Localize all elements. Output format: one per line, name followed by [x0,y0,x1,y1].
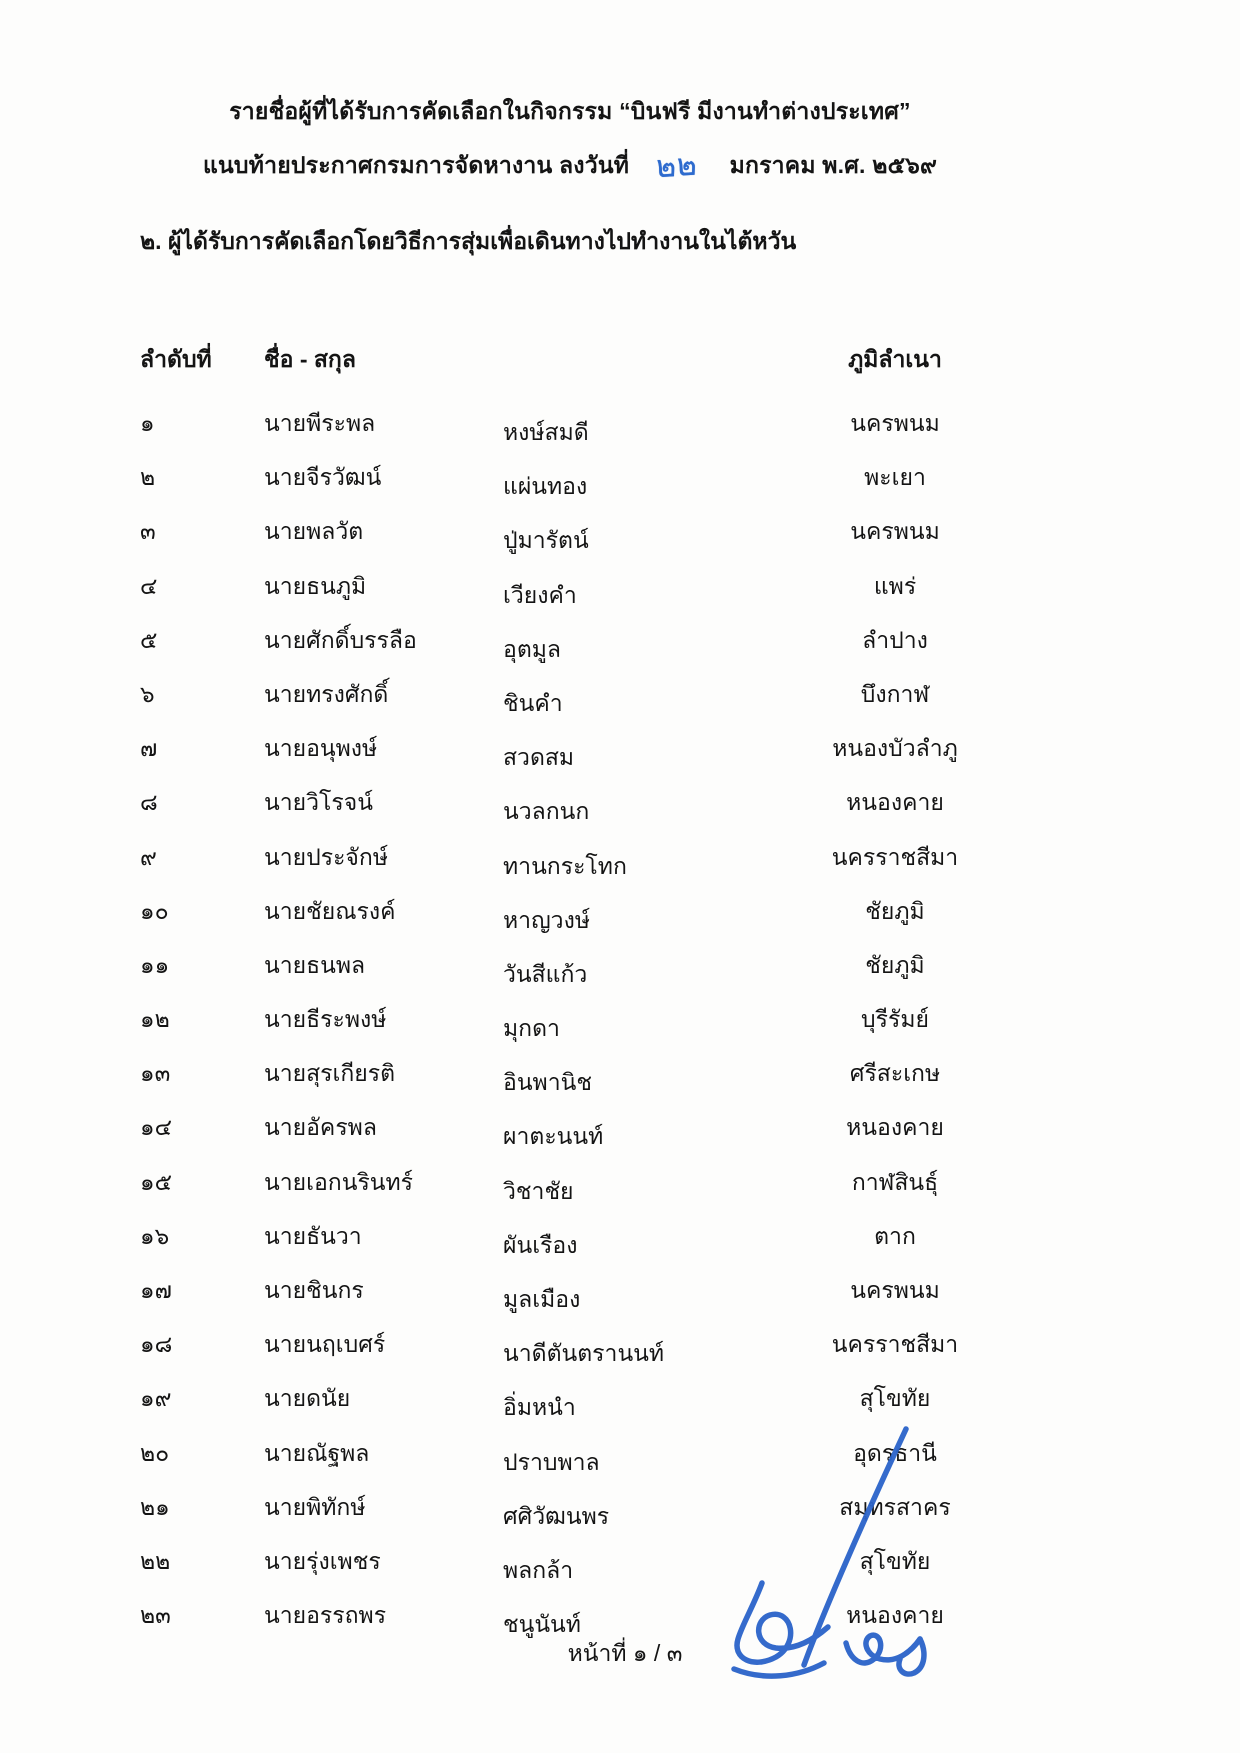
row-no: ๑๙ [140,1385,172,1412]
row-first-name: นายพลวัต [264,518,364,545]
table-row [0,894,1240,948]
row-last-name: อุตมูล [503,635,562,662]
row-hometown: นครพนม [850,410,940,436]
row-first-name: นายพิทักษ์ [264,1493,366,1520]
row-hometown: หนองคาย [846,789,944,816]
table-row [0,1165,1240,1219]
table-row [0,569,1240,623]
row-last-name: ชินคำ [503,689,563,716]
row-hometown: นครราชสีมา [831,1331,959,1358]
row-no: ๒๐ [140,1439,170,1466]
title-line2-prefix: แนบท้ายประกาศกรมการจัดหางาน ลงวันที่ [202,152,630,178]
page-number: หน้าที่ ๑ / ๓ [567,1640,683,1666]
row-first-name: นายธีระพงษ์ [264,1006,387,1033]
row-no: ๑๓ [140,1060,171,1087]
row-last-name: ผาตะนนท์ [503,1123,604,1150]
row-first-name: นายสุรเกียรติ [264,1060,396,1087]
row-no: ๒๑ [140,1493,170,1520]
row-hometown: บึงกาฬ [860,680,930,707]
document-title-line1: รายชื่อผู้ที่ได้รับการคัดเลือกในกิจกรรม “บินฟรี มีงานทำต่างประเทศ” [229,98,911,124]
table-row [0,1273,1240,1327]
row-hometown: สุโขทัย [859,1547,931,1574]
row-last-name: ศศิวัฒนพร [503,1502,610,1529]
table-row [0,731,1240,785]
row-last-name: เวียงคำ [503,581,577,608]
row-hometown: หนองคาย [846,1114,944,1141]
table-row [0,1219,1240,1273]
row-last-name: หงษ์สมดี [503,419,589,445]
table-row [0,785,1240,839]
table-row [0,1436,1240,1490]
table-row [0,406,1240,460]
table-row [0,840,1240,894]
row-no: ๑๒ [140,1006,170,1033]
row-last-name: ทานกระโทก [503,852,627,879]
row-last-name: พลกล้า [503,1556,574,1583]
row-hometown: หนองคาย [846,1602,944,1629]
row-no: ๑๖ [140,1222,170,1249]
row-last-name: อิ่มหนำ [503,1394,576,1421]
row-first-name: นายชัยณรงค์ [264,897,396,924]
header-name: ชื่อ - สกุล [264,346,356,372]
row-no: ๒๓ [140,1602,171,1629]
row-hometown: ตาก [874,1222,916,1249]
handwritten-date-ink: ๒๒ [655,146,698,185]
table-row [0,1056,1240,1110]
row-no: ๘ [140,789,158,816]
row-no: ๓ [140,518,156,545]
row-hometown: ศรีสะเกษ [849,1060,941,1087]
header-hometown: ภูมิลำเนา [848,346,942,372]
row-last-name: ชนูนันท์ [503,1611,581,1638]
row-last-name: นาดีตันตรานนท์ [503,1340,665,1367]
row-last-name: ปราบพาล [503,1448,600,1475]
row-hometown: หนองบัวลำภู [832,735,958,762]
row-last-name: วิชาชัย [503,1177,574,1204]
table-row [0,1381,1240,1435]
row-no: ๔ [140,572,158,599]
row-hometown: ลำปาง [862,626,928,653]
row-no: ๒๒ [140,1547,171,1574]
row-last-name: หาญวงษ์ [503,906,590,933]
row-first-name: นายชินกร [264,1277,364,1303]
row-no: ๒ [140,464,156,491]
title-block [0,100,1140,202]
header-no: ลำดับที่ [140,346,212,372]
row-last-name: แผ่นทอง [503,473,588,500]
table-row [0,1327,1240,1381]
row-first-name: นายธนพล [264,951,366,978]
row-no: ๑๗ [140,1277,172,1303]
row-first-name: นายศักดิ์บรรลือ [264,626,417,653]
row-first-name: นายนฤเบศร์ [264,1331,386,1358]
row-first-name: นายดนัย [264,1385,351,1412]
row-no: ๑๐ [140,897,169,924]
row-no: ๕ [140,626,158,653]
table-row [0,1002,1240,1056]
row-no: ๑ [140,410,155,436]
row-first-name: นายธนภูมิ [264,572,367,599]
row-last-name: สวดสม [503,744,575,771]
table-header-row [0,342,1240,382]
row-first-name: นายณัฐพล [264,1439,370,1466]
row-last-name: ปู่มารัตน์ [503,527,589,554]
table-row [0,460,1240,514]
row-hometown: สุโขทัย [859,1385,931,1412]
row-first-name: นายอัครพล [264,1114,377,1141]
row-no: ๖ [140,680,155,707]
table-row [0,1490,1240,1544]
row-no: ๑๔ [140,1114,173,1141]
row-hometown: พะเยา [864,464,926,491]
row-hometown: นครพนม [850,1277,940,1303]
table-row [0,514,1240,568]
row-last-name: อินพานิช [503,1069,592,1096]
table-row [0,1110,1240,1164]
row-hometown: ชัยภูมิ [865,951,925,978]
row-last-name: มุกดา [503,1015,560,1042]
row-last-name: นวลกนก [503,798,590,825]
row-first-name: นายอรรถพร [264,1602,387,1629]
row-first-name: นายจีรวัฒน์ [264,464,382,491]
row-hometown: กาฬสินธุ์ [851,1168,939,1195]
row-first-name: นายทรงศักดิ์ [264,680,389,707]
table-row [0,623,1240,677]
document-title-line2 [0,146,1140,185]
row-last-name: มูลเมือง [503,1286,581,1312]
row-hometown: อุดรธานี [853,1439,937,1466]
row-no: ๑๑ [140,951,170,978]
table-body [0,406,1240,1652]
row-last-name: ผันเรือง [503,1231,578,1258]
row-hometown: แพร่ [873,572,917,599]
title-line2-suffix: มกราคม พ.ศ. ๒๕๖๙ [729,152,938,178]
table-row [0,948,1240,1002]
row-first-name: นายธันวา [264,1222,362,1249]
row-no: ๑๘ [140,1331,173,1358]
section-heading: ๒. ผู้ได้รับการคัดเลือกโดยวิธีการสุ่มเพื่อเดินทางไปทำงานในไต้หวัน [140,228,797,254]
table-row [0,677,1240,731]
row-first-name: นายวิโรจน์ [264,789,373,816]
row-first-name: นายพีระพล [264,410,376,436]
row-no: ๑๕ [140,1168,173,1195]
row-hometown: นครพนม [850,518,940,545]
row-first-name: นายรุ่งเพชร [264,1547,381,1574]
row-first-name: นายอนุพงษ์ [264,735,378,762]
row-first-name: นายเอกนรินทร์ [264,1168,414,1195]
row-first-name: นายประจักษ์ [264,843,388,870]
table-row [0,1544,1240,1598]
row-hometown: ชัยภูมิ [865,897,925,924]
row-hometown: สมุทรสาคร [839,1493,951,1520]
row-no: ๙ [140,843,157,870]
row-hometown: นครราชสีมา [831,843,959,870]
row-no: ๗ [140,735,158,762]
row-hometown: บุรีรัมย์ [861,1006,929,1033]
row-last-name: วันสีแก้ว [503,960,588,987]
